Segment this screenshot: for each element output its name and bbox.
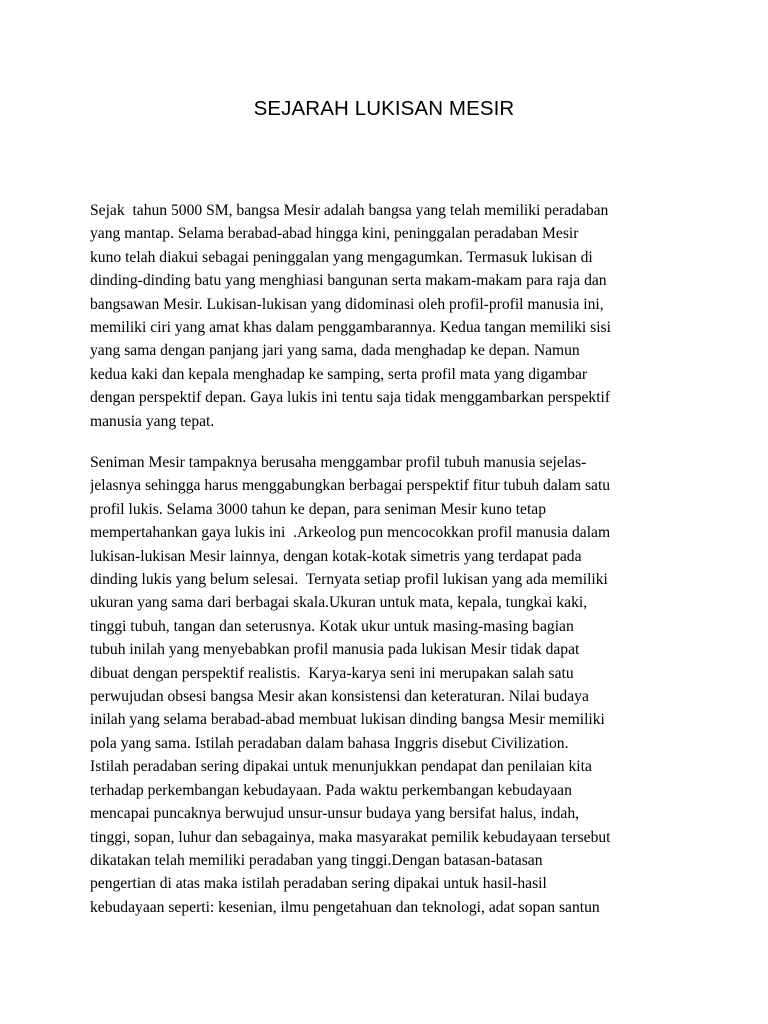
- paragraph-line: kuno telah diakui sebagai peninggalan yang mengagumkan. Termasuk lukisan di: [90, 248, 593, 266]
- paragraph-line: dibuat dengan perspektif realistis. Karya-karya seni ini merupakan salah satu: [90, 664, 574, 682]
- paragraph-line: tinggi, sopan, luhur dan sebagainya, maka masyarakat pemilik kebudayaan tersebut: [90, 828, 611, 846]
- paragraph-line: dengan perspektif depan. Gaya lukis ini tentu saja tidak menggambarkan perspektif: [90, 389, 611, 407]
- paragraph-line: Istilah peradaban sering dipakai untuk menunjukkan pendapat dan penilaian kita: [90, 758, 592, 776]
- paragraph-line: kebudayaan seperti: kesenian, ilmu pengetahuan dan teknologi, adat sopan santun: [90, 898, 600, 916]
- paragraph-line: pengertian di atas maka istilah peradaban sering dipakai untuk hasil-hasil: [90, 875, 547, 893]
- paragraph-1: [90, 199, 690, 433]
- paragraph-line: perwujudan obsesi bangsa Mesir akan konsistensi dan keteraturan. Nilai budaya: [90, 688, 589, 706]
- paragraph-line: Seniman Mesir tampaknya berusaha menggambar profil tubuh manusia sejelas-: [90, 454, 587, 471]
- paragraph-2: [90, 451, 690, 919]
- paragraph-line: Sejak tahun 5000 SM, bangsa Mesir adalah bangsa yang telah memiliki peradaban: [90, 202, 609, 219]
- document-title: SEJARAH LUKISAN MESIR: [253, 97, 515, 120]
- paragraph-line: jelasnya sehingga harus menggabungkan berbagai perspektif fitur tubuh dalam satu: [90, 477, 611, 495]
- paragraph-line: ukuran yang sama dari berbagai skala.Ukuran untuk mata, kepala, tungkai kaki,: [90, 594, 588, 612]
- paragraph-line: profil lukis. Selama 3000 tahun ke depan, para seniman Mesir kuno tetap: [90, 500, 547, 518]
- paragraph-line: tinggi tubuh, tangan dan seterusnya. Kotak ukur untuk masing-masing bagian: [90, 617, 574, 635]
- paragraph-line: kedua kaki dan kepala menghadap ke samping, serta profil mata yang digambar: [90, 365, 588, 383]
- paragraph-line: lukisan-lukisan Mesir lainnya, dengan kotak-kotak simetris yang terdapat pada: [90, 547, 582, 565]
- paragraph-line: tubuh inilah yang menyebabkan profil manusia pada lukisan Mesir tidak dapat: [90, 641, 580, 659]
- paragraph-line: memiliki ciri yang amat khas dalam penggambarannya. Kedua tangan memiliki sisi: [90, 319, 611, 337]
- paragraph-line: inilah yang selama berabad-abad membuat lukisan dinding bangsa Mesir memiliki: [90, 711, 605, 729]
- paragraph-line: mencapai puncaknya berwujud unsur-unsur budaya yang bersifat halus, indah,: [90, 805, 580, 823]
- paragraph-line: yang mantap. Selama berabad-abad hingga kini, peninggalan peradaban Mesir: [90, 225, 579, 243]
- paragraph-line: dinding lukis yang belum selesai. Ternyata setiap profil lukisan yang ada memiliki: [90, 571, 608, 589]
- paragraph-line: manusia yang tepat.: [90, 412, 215, 430]
- paragraph-line: yang sama dengan panjang jari yang sama, dada menghadap ke depan. Namun: [90, 342, 580, 360]
- paragraph-line: pola yang sama. Istilah peradaban dalam bahasa Inggris disebut Civilization.: [90, 734, 569, 752]
- paragraph-line: terhadap perkembangan kebudayaan. Pada waktu perkembangan kebudayaan: [90, 781, 572, 799]
- paragraph-line: mempertahankan gaya lukis ini .Arkeolog pun mencocokkan profil manusia dalam: [90, 524, 611, 542]
- paragraph-line: bangsawan Mesir. Lukisan-lukisan yang didominasi oleh profil-profil manusia ini,: [90, 295, 604, 313]
- paragraph-line: dikatakan telah memiliki peradaban yang tinggi.Dengan batasan-batasan: [90, 851, 543, 869]
- paragraph-line: dinding-dinding batu yang menghiasi bangunan serta makam-makam para raja dan: [90, 272, 607, 290]
